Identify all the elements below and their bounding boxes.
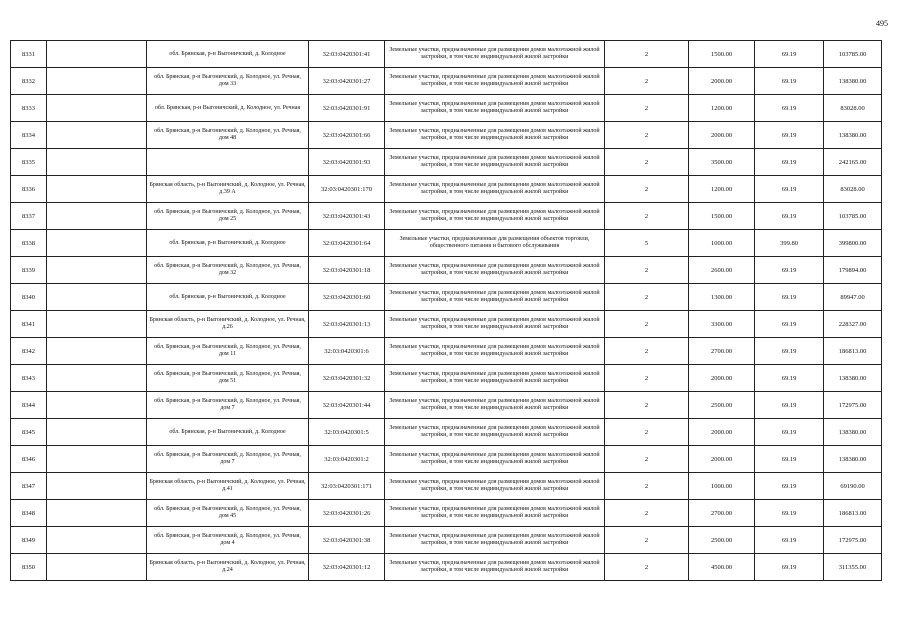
address-cell: Брянская область, р-н Выгоничский, д. Колодное, ул. Речная, д.39 А bbox=[147, 176, 309, 203]
row-number-cell: 8344 bbox=[11, 392, 47, 419]
specific-value-cell: 69.19 bbox=[755, 446, 824, 473]
address-cell: обл. Брянская, р-н Выгоничский, д. Колодное bbox=[147, 284, 309, 311]
area-cell: 1300.00 bbox=[689, 284, 755, 311]
cadastral-number-cell: 32:03:0420301:170 bbox=[309, 176, 385, 203]
blank-cell bbox=[47, 149, 147, 176]
specific-value-cell: 69.19 bbox=[755, 473, 824, 500]
area-cell: 2000.00 bbox=[689, 446, 755, 473]
land-use-cell: Земельные участки, предназначенные для размещения домов малоэтажной жилой застройки, в том числе индивидуальной жилой застройки bbox=[385, 311, 605, 338]
blank-cell bbox=[47, 365, 147, 392]
specific-value-cell: 69.19 bbox=[755, 122, 824, 149]
specific-value-cell: 69.19 bbox=[755, 554, 824, 581]
area-cell: 2700.00 bbox=[689, 338, 755, 365]
cadastral-value-cell: 186813.00 bbox=[824, 338, 882, 365]
table-row bbox=[11, 122, 882, 149]
table-row bbox=[11, 392, 882, 419]
cadastral-value-cell: 138380.00 bbox=[824, 419, 882, 446]
use-group-cell: 2 bbox=[605, 500, 689, 527]
cadastral-number-cell: 32:03:0420301:38 bbox=[309, 527, 385, 554]
cadastral-number-cell: 32:03:0420301:171 bbox=[309, 473, 385, 500]
cadastral-number-cell: 32:03:0420301:44 bbox=[309, 392, 385, 419]
land-use-cell: Земельные участки, предназначенные для размещения объектов торговли, общественного питания и бытового обслуживания bbox=[385, 230, 605, 257]
specific-value-cell: 69.19 bbox=[755, 500, 824, 527]
table-row bbox=[11, 284, 882, 311]
cadastral-number-cell: 32:03:0420301:18 bbox=[309, 257, 385, 284]
specific-value-cell: 69.19 bbox=[755, 338, 824, 365]
table-row bbox=[11, 176, 882, 203]
blank-cell bbox=[47, 95, 147, 122]
use-group-cell: 2 bbox=[605, 554, 689, 581]
row-number-cell: 8337 bbox=[11, 203, 47, 230]
blank-cell bbox=[47, 257, 147, 284]
specific-value-cell: 69.19 bbox=[755, 527, 824, 554]
use-group-cell: 2 bbox=[605, 338, 689, 365]
table-row bbox=[11, 419, 882, 446]
cadastral-value-cell: 311355.00 bbox=[824, 554, 882, 581]
area-cell: 1200.00 bbox=[689, 176, 755, 203]
cadastral-number-cell: 32:03:0420301:91 bbox=[309, 95, 385, 122]
area-cell: 1500.00 bbox=[689, 203, 755, 230]
address-cell: обл. Брянская, р-н Выгоничский, д. Колодное bbox=[147, 41, 309, 68]
table-row bbox=[11, 95, 882, 122]
land-use-cell: Земельные участки, предназначенные для размещения домов малоэтажной жилой застройки, в том числе индивидуальной жилой застройки bbox=[385, 68, 605, 95]
cadastral-value-cell: 228327.00 bbox=[824, 311, 882, 338]
cadastral-value-cell: 242165.00 bbox=[824, 149, 882, 176]
blank-cell bbox=[47, 392, 147, 419]
specific-value-cell: 69.19 bbox=[755, 95, 824, 122]
specific-value-cell: 69.19 bbox=[755, 392, 824, 419]
row-number-cell: 8342 bbox=[11, 338, 47, 365]
cadastral-value-cell: 89947.00 bbox=[824, 284, 882, 311]
cadastral-number-cell: 32:03:0420301:27 bbox=[309, 68, 385, 95]
table-body bbox=[11, 41, 882, 581]
specific-value-cell: 69.19 bbox=[755, 284, 824, 311]
specific-value-cell: 69.19 bbox=[755, 149, 824, 176]
table-row bbox=[11, 527, 882, 554]
address-cell: обл. Брянская, р-н Выгоничский, д. Колодное, ул. Речная, дом 7 bbox=[147, 446, 309, 473]
cadastral-number-cell: 32:03:0420301:41 bbox=[309, 41, 385, 68]
blank-cell bbox=[47, 446, 147, 473]
land-use-cell: Земельные участки, предназначенные для размещения домов малоэтажной жилой застройки, в том числе индивидуальной жилой застройки bbox=[385, 122, 605, 149]
land-use-cell: Земельные участки, предназначенные для размещения домов малоэтажной жилой застройки, в том числе индивидуальной жилой застройки bbox=[385, 392, 605, 419]
blank-cell bbox=[47, 500, 147, 527]
cadastral-number-cell: 32:03:0420301:12 bbox=[309, 554, 385, 581]
cadastral-value-cell: 186813.00 bbox=[824, 500, 882, 527]
use-group-cell: 2 bbox=[605, 473, 689, 500]
specific-value-cell: 69.19 bbox=[755, 311, 824, 338]
table-row bbox=[11, 68, 882, 95]
blank-cell bbox=[47, 419, 147, 446]
blank-cell bbox=[47, 41, 147, 68]
land-use-cell: Земельные участки, предназначенные для размещения домов малоэтажной жилой застройки, в том числе индивидуальной жилой застройки bbox=[385, 500, 605, 527]
row-number-cell: 8350 bbox=[11, 554, 47, 581]
specific-value-cell: 69.19 bbox=[755, 257, 824, 284]
blank-cell bbox=[47, 311, 147, 338]
cadastral-number-cell: 32:03:0420301:60 bbox=[309, 284, 385, 311]
table-row bbox=[11, 365, 882, 392]
land-use-cell: Земельные участки, предназначенные для размещения домов малоэтажной жилой застройки, в том числе индивидуальной жилой застройки bbox=[385, 149, 605, 176]
table-row bbox=[11, 257, 882, 284]
cadastral-value-cell: 83028.00 bbox=[824, 176, 882, 203]
table-row bbox=[11, 473, 882, 500]
cadastral-value-cell: 103785.00 bbox=[824, 41, 882, 68]
specific-value-cell: 69.19 bbox=[755, 68, 824, 95]
address-cell bbox=[147, 149, 309, 176]
address-cell: обл. Брянская, р-н Выгоничский, д. Колодное bbox=[147, 419, 309, 446]
blank-cell bbox=[47, 554, 147, 581]
specific-value-cell: 69.19 bbox=[755, 41, 824, 68]
row-number-cell: 8345 bbox=[11, 419, 47, 446]
area-cell: 1000.00 bbox=[689, 473, 755, 500]
address-cell: обл. Брянская, р-н Выгоничский, д. Колодное, ул. Речная, дом 51 bbox=[147, 365, 309, 392]
cadastral-value-cell: 138380.00 bbox=[824, 446, 882, 473]
use-group-cell: 2 bbox=[605, 365, 689, 392]
area-cell: 3300.00 bbox=[689, 311, 755, 338]
specific-value-cell: 69.19 bbox=[755, 176, 824, 203]
row-number-cell: 8334 bbox=[11, 122, 47, 149]
specific-value-cell: 69.19 bbox=[755, 419, 824, 446]
blank-cell bbox=[47, 176, 147, 203]
address-cell: обл. Брянская, р-н Выгоничский, д. Колодное, ул. Речная, дом 4 bbox=[147, 527, 309, 554]
row-number-cell: 8335 bbox=[11, 149, 47, 176]
page-number: 495 bbox=[876, 19, 888, 28]
area-cell: 1200.00 bbox=[689, 95, 755, 122]
land-use-cell: Земельные участки, предназначенные для размещения домов малоэтажной жилой застройки, в том числе индивидуальной жилой застройки bbox=[385, 284, 605, 311]
area-cell: 1500.00 bbox=[689, 41, 755, 68]
blank-cell bbox=[47, 122, 147, 149]
specific-value-cell: 69.19 bbox=[755, 365, 824, 392]
cadastral-value-cell: 83028.00 bbox=[824, 95, 882, 122]
address-cell: обл. Брянская, р-н Выгоничский, д. Колодное, ул. Речная, дом 32 bbox=[147, 257, 309, 284]
land-use-cell: Земельные участки, предназначенные для размещения домов малоэтажной жилой застройки, в том числе индивидуальной жилой застройки bbox=[385, 473, 605, 500]
cadastral-number-cell: 32:03:0420301:5 bbox=[309, 419, 385, 446]
row-number-cell: 8333 bbox=[11, 95, 47, 122]
address-cell: обл. Брянская, р-н Выгоничский, д. Колодное, ул. Речная, дом 45 bbox=[147, 500, 309, 527]
row-number-cell: 8347 bbox=[11, 473, 47, 500]
address-cell: Брянская область, р-н Выгоничский, д. Колодное, ул. Речная, д.41 bbox=[147, 473, 309, 500]
area-cell: 2600.00 bbox=[689, 257, 755, 284]
use-group-cell: 2 bbox=[605, 149, 689, 176]
row-number-cell: 8340 bbox=[11, 284, 47, 311]
use-group-cell: 2 bbox=[605, 41, 689, 68]
land-use-cell: Земельные участки, предназначенные для размещения домов малоэтажной жилой застройки, в том числе индивидуальной жилой застройки bbox=[385, 203, 605, 230]
cadastral-number-cell: 32:03:0420301:32 bbox=[309, 365, 385, 392]
address-cell: обл. Брянская, р-н Выгоничский, д. Колодное, ул. Речная, дом 7 bbox=[147, 392, 309, 419]
land-registry-table bbox=[10, 40, 882, 581]
land-use-cell: Земельные участки, предназначенные для размещения домов малоэтажной жилой застройки, в том числе индивидуальной жилой застройки bbox=[385, 176, 605, 203]
table-row bbox=[11, 500, 882, 527]
land-use-cell: Земельные участки, предназначенные для размещения домов малоэтажной жилой застройки, в том числе индивидуальной жилой застройки bbox=[385, 338, 605, 365]
blank-cell bbox=[47, 527, 147, 554]
use-group-cell: 2 bbox=[605, 257, 689, 284]
land-use-cell: Земельные участки, предназначенные для размещения домов малоэтажной жилой застройки, в том числе индивидуальной жилой застройки bbox=[385, 95, 605, 122]
cadastral-value-cell: 103785.00 bbox=[824, 203, 882, 230]
area-cell: 1000.00 bbox=[689, 230, 755, 257]
cadastral-number-cell: 32:03:0420301:43 bbox=[309, 203, 385, 230]
address-cell: обл. Брянская, р-н Выгоничский, д. Колодное, ул. Речная, дом 11 bbox=[147, 338, 309, 365]
use-group-cell: 2 bbox=[605, 311, 689, 338]
row-number-cell: 8348 bbox=[11, 500, 47, 527]
address-cell: Брянская область, р-н Выгоничский, д. Колодное, ул. Речная, д.24 bbox=[147, 554, 309, 581]
row-number-cell: 8346 bbox=[11, 446, 47, 473]
use-group-cell: 2 bbox=[605, 176, 689, 203]
land-use-cell: Земельные участки, предназначенные для размещения домов малоэтажной жилой застройки, в том числе индивидуальной жилой застройки bbox=[385, 41, 605, 68]
address-cell: обл. Брянская, р-н Выгоничский, д. Колодное, ул. Речная, дом 25 bbox=[147, 203, 309, 230]
cadastral-number-cell: 32:03:0420301:2 bbox=[309, 446, 385, 473]
land-use-cell: Земельные участки, предназначенные для размещения домов малоэтажной жилой застройки, в том числе индивидуальной жилой застройки bbox=[385, 257, 605, 284]
use-group-cell: 2 bbox=[605, 527, 689, 554]
row-number-cell: 8331 bbox=[11, 41, 47, 68]
table-row bbox=[11, 446, 882, 473]
area-cell: 2000.00 bbox=[689, 419, 755, 446]
area-cell: 2000.00 bbox=[689, 365, 755, 392]
specific-value-cell: 399.80 bbox=[755, 230, 824, 257]
area-cell: 4500.00 bbox=[689, 554, 755, 581]
use-group-cell: 5 bbox=[605, 230, 689, 257]
cadastral-number-cell: 32:03:0420301:13 bbox=[309, 311, 385, 338]
use-group-cell: 2 bbox=[605, 95, 689, 122]
blank-cell bbox=[47, 230, 147, 257]
use-group-cell: 2 bbox=[605, 203, 689, 230]
cadastral-number-cell: 32:03:0420301:26 bbox=[309, 500, 385, 527]
cadastral-value-cell: 172975.00 bbox=[824, 392, 882, 419]
land-use-cell: Земельные участки, предназначенные для размещения домов малоэтажной жилой застройки, в том числе индивидуальной жилой застройки bbox=[385, 365, 605, 392]
row-number-cell: 8332 bbox=[11, 68, 47, 95]
area-cell: 2000.00 bbox=[689, 122, 755, 149]
cadastral-value-cell: 179894.00 bbox=[824, 257, 882, 284]
blank-cell bbox=[47, 68, 147, 95]
table-row bbox=[11, 203, 882, 230]
cadastral-value-cell: 69190.00 bbox=[824, 473, 882, 500]
table-row bbox=[11, 41, 882, 68]
address-cell: Брянская область, р-н Выгоничский, д. Колодное, ул. Речная, д.26 bbox=[147, 311, 309, 338]
cadastral-number-cell: 32:03:0420301:64 bbox=[309, 230, 385, 257]
row-number-cell: 8341 bbox=[11, 311, 47, 338]
use-group-cell: 2 bbox=[605, 68, 689, 95]
area-cell: 2000.00 bbox=[689, 68, 755, 95]
area-cell: 2500.00 bbox=[689, 392, 755, 419]
cadastral-value-cell: 138380.00 bbox=[824, 68, 882, 95]
land-use-cell: Земельные участки, предназначенные для размещения домов малоэтажной жилой застройки, в том числе индивидуальной жилой застройки bbox=[385, 554, 605, 581]
blank-cell bbox=[47, 284, 147, 311]
area-cell: 2500.00 bbox=[689, 527, 755, 554]
table-row bbox=[11, 338, 882, 365]
use-group-cell: 2 bbox=[605, 392, 689, 419]
area-cell: 2700.00 bbox=[689, 500, 755, 527]
cadastral-number-cell: 32:03:0420301:66 bbox=[309, 122, 385, 149]
blank-cell bbox=[47, 473, 147, 500]
address-cell: обл. Брянская, р-н Выгоничский, д. Колодное, ул. Речная bbox=[147, 95, 309, 122]
specific-value-cell: 69.19 bbox=[755, 203, 824, 230]
address-cell: обл. Брянская, р-н Выгоничский, д. Колодное, ул. Речная, дом 48 bbox=[147, 122, 309, 149]
cadastral-number-cell: 32:03:0420301:93 bbox=[309, 149, 385, 176]
row-number-cell: 8336 bbox=[11, 176, 47, 203]
cadastral-value-cell: 138380.00 bbox=[824, 365, 882, 392]
cadastral-value-cell: 399800.00 bbox=[824, 230, 882, 257]
use-group-cell: 2 bbox=[605, 419, 689, 446]
row-number-cell: 8339 bbox=[11, 257, 47, 284]
land-use-cell: Земельные участки, предназначенные для размещения домов малоэтажной жилой застройки, в том числе индивидуальной жилой застройки bbox=[385, 419, 605, 446]
table-row bbox=[11, 230, 882, 257]
cadastral-value-cell: 138380.00 bbox=[824, 122, 882, 149]
blank-cell bbox=[47, 203, 147, 230]
row-number-cell: 8349 bbox=[11, 527, 47, 554]
cadastral-value-cell: 172975.00 bbox=[824, 527, 882, 554]
land-use-cell: Земельные участки, предназначенные для размещения домов малоэтажной жилой застройки, в том числе индивидуальной жилой застройки bbox=[385, 527, 605, 554]
row-number-cell: 8338 bbox=[11, 230, 47, 257]
row-number-cell: 8343 bbox=[11, 365, 47, 392]
use-group-cell: 2 bbox=[605, 122, 689, 149]
cadastral-number-cell: 32:03:0420301:6 bbox=[309, 338, 385, 365]
use-group-cell: 2 bbox=[605, 284, 689, 311]
use-group-cell: 2 bbox=[605, 446, 689, 473]
area-cell: 3500.00 bbox=[689, 149, 755, 176]
blank-cell bbox=[47, 338, 147, 365]
address-cell: обл. Брянская, р-н Выгоничский, д. Колодное bbox=[147, 230, 309, 257]
address-cell: обл. Брянская, р-н Выгоничский, д. Колодное, ул. Речная, дом 33 bbox=[147, 68, 309, 95]
table-row bbox=[11, 311, 882, 338]
table-row bbox=[11, 149, 882, 176]
land-use-cell: Земельные участки, предназначенные для размещения домов малоэтажной жилой застройки, в том числе индивидуальной жилой застройки bbox=[385, 446, 605, 473]
table-row bbox=[11, 554, 882, 581]
